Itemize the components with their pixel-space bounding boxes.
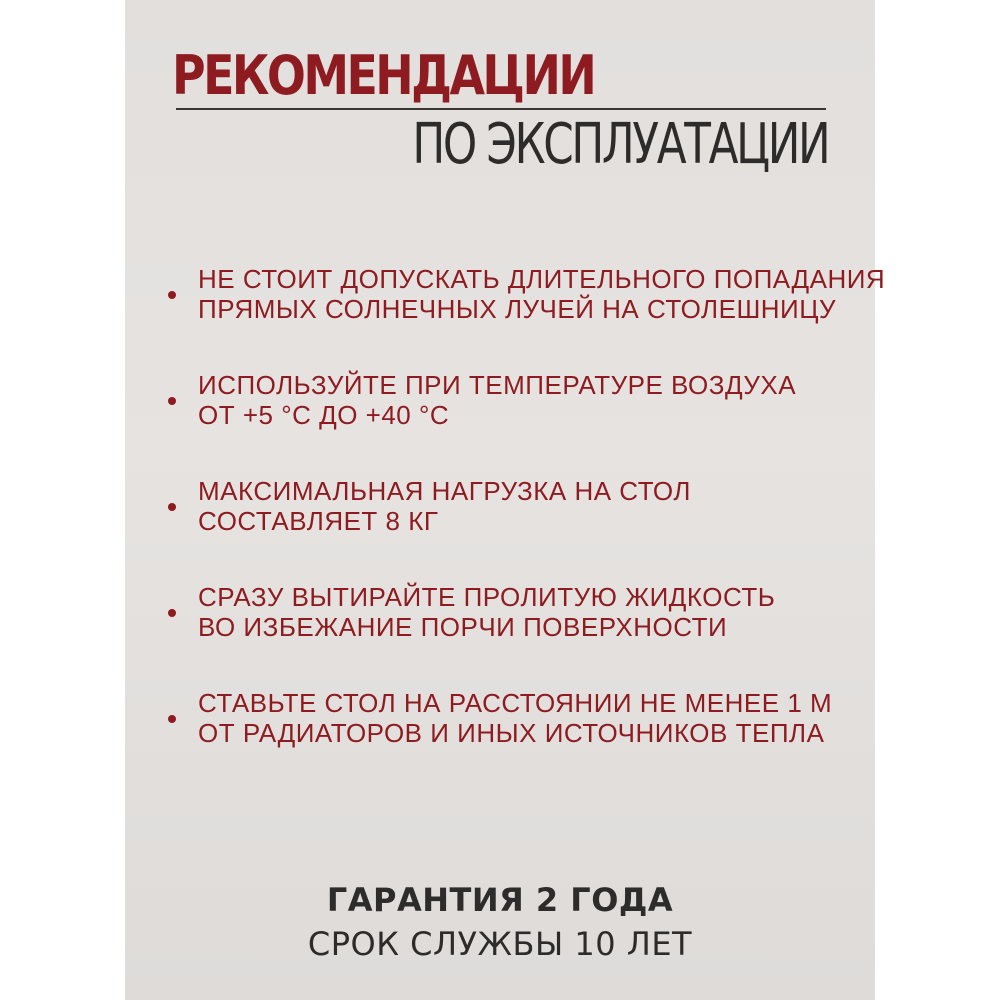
- recommendation-line: СТАВЬТЕ СТОЛ НА РАССТОЯНИИ НЕ МЕНЕЕ 1 М: [198, 688, 833, 718]
- recommendation-item: [168, 582, 848, 642]
- bullet-dot-icon: [168, 609, 176, 617]
- service-life-text: СРОК СЛУЖБЫ 10 ЛЕТ: [307, 925, 693, 963]
- bullet-dot-icon: [168, 503, 176, 511]
- bullet-dot-icon: [168, 397, 176, 405]
- recommendation-line: СРАЗУ ВЫТИРАЙТЕ ПРОЛИТУЮ ЖИДКОСТЬ: [198, 582, 776, 612]
- recommendation-line: ОТ РАДИАТОРОВ И ИНЫХ ИСТОЧНИКОВ ТЕПЛА: [198, 718, 825, 748]
- recommendation-item: [168, 264, 886, 324]
- recommendation-line: МАКСИМАЛЬНАЯ НАГРУЗКА НА СТОЛ: [198, 476, 691, 506]
- recommendation-item: [168, 370, 848, 430]
- recommendation-line: СОСТАВЛЯЕТ 8 КГ: [198, 506, 439, 536]
- recommendation-line: ИСПОЛЬЗУЙТЕ ПРИ ТЕМПЕРАТУРЕ ВОЗДУХА: [198, 370, 797, 400]
- recommendations-list: [168, 264, 886, 794]
- recommendation-line: НЕ СТОИТ ДОПУСКАТЬ ДЛИТЕЛЬНОГО ПОПАДАНИЯ: [198, 264, 886, 294]
- page-title: РЕКОМЕНДАЦИИ: [172, 44, 595, 107]
- bullet-dot-icon: [168, 291, 176, 299]
- recommendation-item: [168, 476, 848, 536]
- recommendation-line: ПРЯМЫХ СОЛНЕЧНЫХ ЛУЧЕЙ НА СТОЛЕШНИЦУ: [198, 294, 836, 324]
- recommendation-item: [168, 688, 848, 748]
- bullet-dot-icon: [168, 715, 176, 723]
- recommendation-line: ВО ИЗБЕЖАНИЕ ПОРЧИ ПОВЕРХНОСТИ: [198, 612, 728, 642]
- warranty-text: ГАРАНТИЯ 2 ГОДА: [326, 881, 674, 919]
- recommendation-line: ОТ +5 °С ДО +40 °С: [198, 400, 450, 430]
- page-subtitle: ПО ЭКСПЛУАТАЦИИ: [411, 112, 828, 177]
